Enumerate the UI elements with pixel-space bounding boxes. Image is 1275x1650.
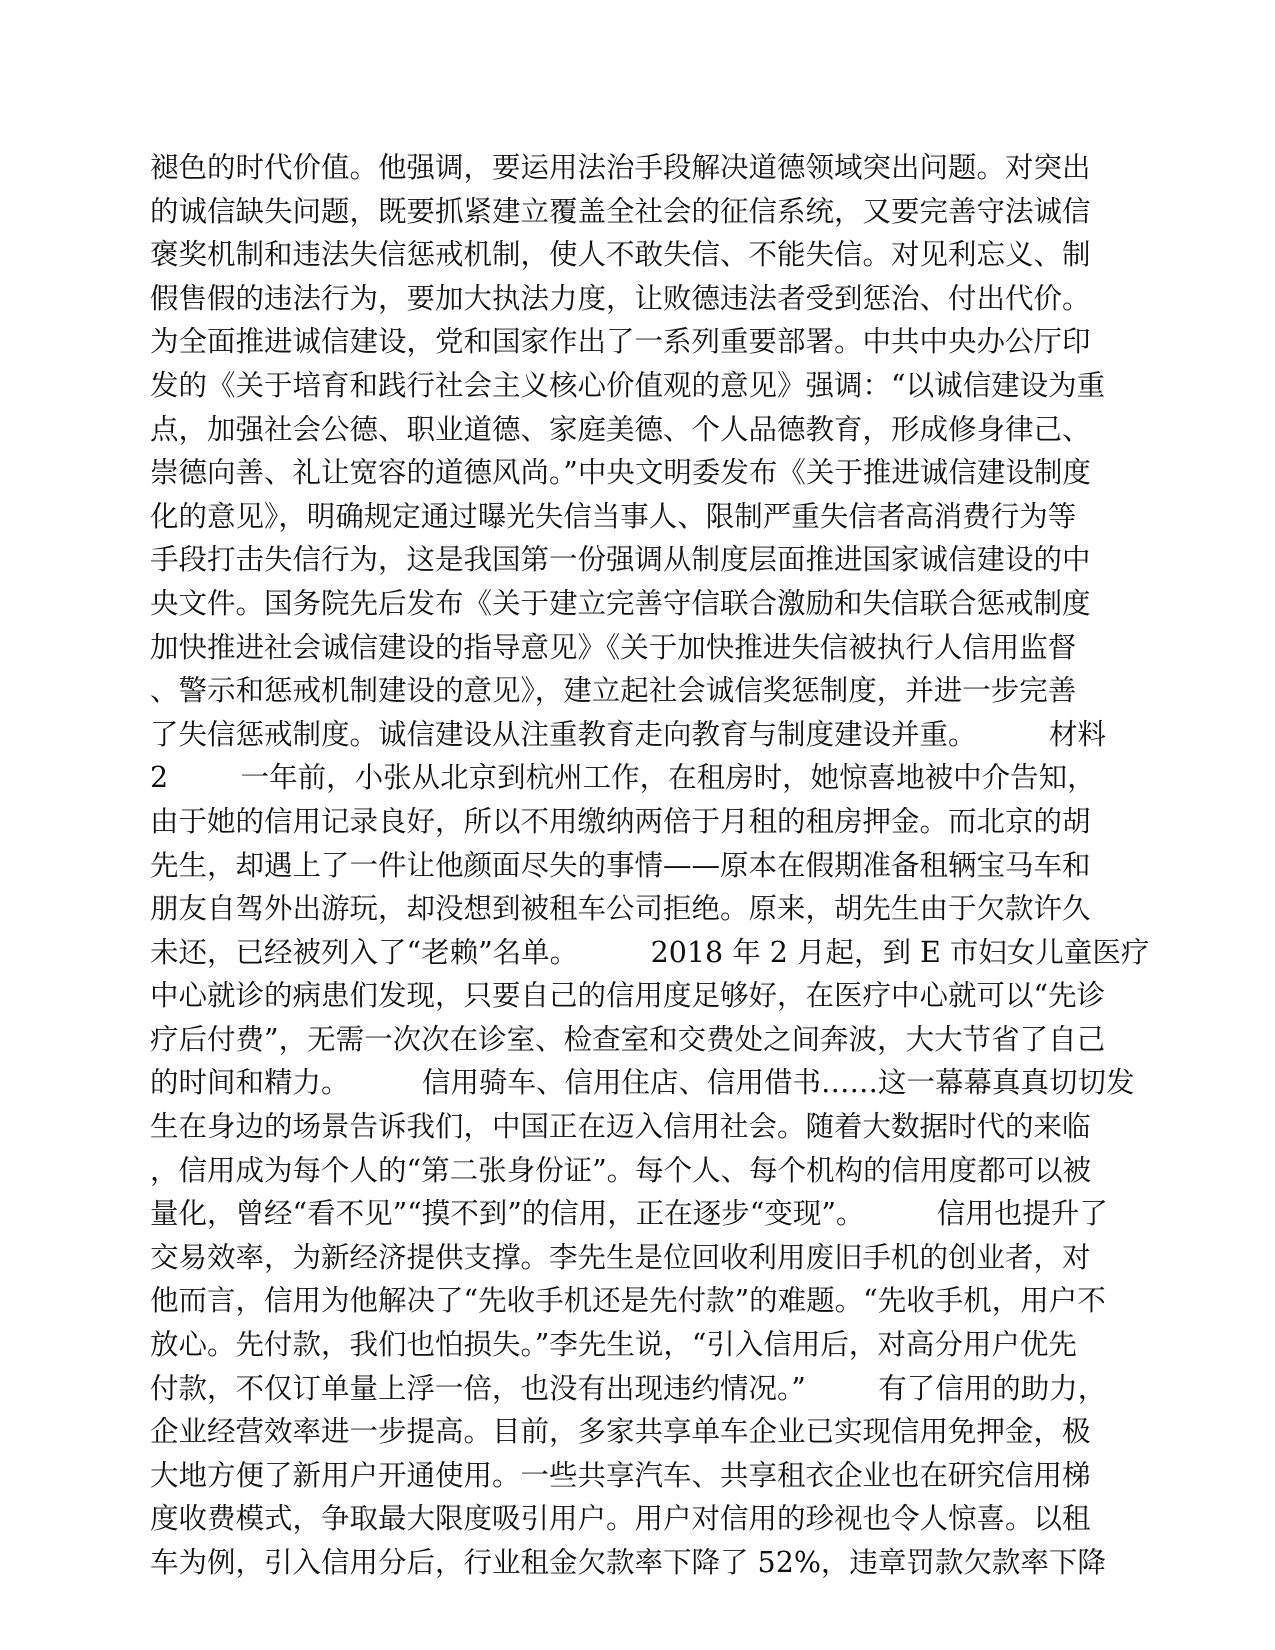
body-text	[150, 146, 1150, 1585]
text-line: 为全面推进诚信建设，党和国家作出了一系列重要部署。中共中央办公厅印	[150, 325, 1091, 359]
text-line: 假售假的违法行为，要加大执法力度，让败德违法者受到惩治、付出代价。	[150, 281, 1091, 315]
text-line: 的时间和精力。 信用骑车、信用住店、信用借书……这一幕幕真真切切发	[150, 1066, 1135, 1100]
text-line: 先生，却遇上了一件让他颜面尽失的事情——原本在假期准备租辆宝马车和	[150, 848, 1091, 882]
text-line: 加快推进社会诚信建设的指导意见》《关于加快推进失信被执行人信用监督	[150, 630, 1077, 664]
text-line: 未还，已经被列入了“老赖”名单。 2018 年 2 月起，到 E 市妇女儿童医疗	[150, 935, 1150, 969]
text-line: 车为例，引入信用分后，行业租金欠款率下降了 52%，违章罚款欠款率下降	[150, 1546, 1106, 1579]
text-line: 中心就诊的病患们发现，只要自己的信用度足够好，在医疗中心就可以“先诊	[150, 979, 1106, 1013]
text-line: 手段打击失信行为，这是我国第一份强调从制度层面推进国家诚信建设的中	[150, 543, 1091, 577]
text-line: 了失信惩戒制度。诚信建设从注重教育走向教育与制度建设并重。 材料	[150, 717, 1106, 751]
text-line: 2 一年前，小张从北京到杭州工作，在租房时，她惊喜地被中介告知，	[150, 761, 1096, 795]
text-line: 疗后付费”，无需一次次在诊室、检查室和交费处之间奔波，大大节省了自己	[150, 1022, 1106, 1056]
text-line: 的诚信缺失问题，既要抓紧建立覆盖全社会的征信系统，又要完善守法诚信	[150, 194, 1091, 228]
text-line: 点，加强社会公德、职业道德、家庭美德、个人品德教育，形成修身律己、	[150, 412, 1091, 446]
text-line: 崇德向善、礼让宽容的道德风尚。”中央文明委发布《关于推进诚信建设制度	[150, 456, 1091, 490]
text-line: 由于她的信用记录良好，所以不用缴纳两倍于月租的租房押金。而北京的胡	[150, 804, 1091, 838]
text-line: 褒奖机制和违法失信惩戒机制，使人不敢失信、不能失信。对见利忘义、制	[150, 238, 1091, 272]
text-line: ，信用成为每个人的“第二张身份证”。每个人、每个机构的信用度都可以被	[150, 1153, 1092, 1187]
text-line: 、警示和惩戒机制建设的意见》，建立起社会诚信奖惩制度，并进一步完善	[150, 674, 1077, 708]
text-line: 企业经营效率进一步提高。目前，多家共享单车企业已实现信用免押金，极	[150, 1415, 1091, 1449]
text-line: 发的《关于培育和践行社会主义核心价值观的意见》强调：“以诚信建设为重	[150, 368, 1106, 402]
text-line: 褪色的时代价值。他强调，要运用法治手段解决道德领域突出问题。对突出	[150, 151, 1091, 184]
text-line: 大地方便了新用户开通使用。一些共享汽车、共享租衣企业也在研究信用梯	[150, 1458, 1091, 1492]
text-line: 付款，不仅订单量上浮一倍，也没有出现违约情况。” 有了信用的助力，	[150, 1371, 1107, 1405]
text-line: 化的意见》，明确规定通过曝光失信当事人、限制严重失信者高消费行为等	[150, 499, 1077, 533]
text-line: 央文件。国务院先后发布《关于建立完善守信联合激励和失信联合惩戒制度	[150, 586, 1091, 620]
text-line: 朋友自驾外出游玩，却没想到被租车公司拒绝。原来，胡先生由于欠款许久	[150, 892, 1091, 926]
text-line: 交易效率，为新经济提供支撑。李先生是位回收利用废旧手机的创业者，对	[150, 1240, 1091, 1274]
text-line: 生在身边的场景告诉我们，中国正在迈入信用社会。随着大数据时代的来临	[150, 1110, 1091, 1144]
text-line: 度收费模式，争取最大限度吸引用户。用户对信用的珍视也令人惊喜。以租	[150, 1502, 1091, 1536]
text-line: 他而言，信用为他解决了“先收手机还是先付款”的难题。“先收手机，用户不	[150, 1284, 1106, 1318]
text-line: 量化，曾经“看不见”“摸不到”的信用，正在逐步“变现”。 信用也提升了	[150, 1197, 1108, 1231]
text-line: 放心。先付款，我们也怕损失。”李先生说，“引入信用后，对高分用户优先	[150, 1328, 1077, 1362]
